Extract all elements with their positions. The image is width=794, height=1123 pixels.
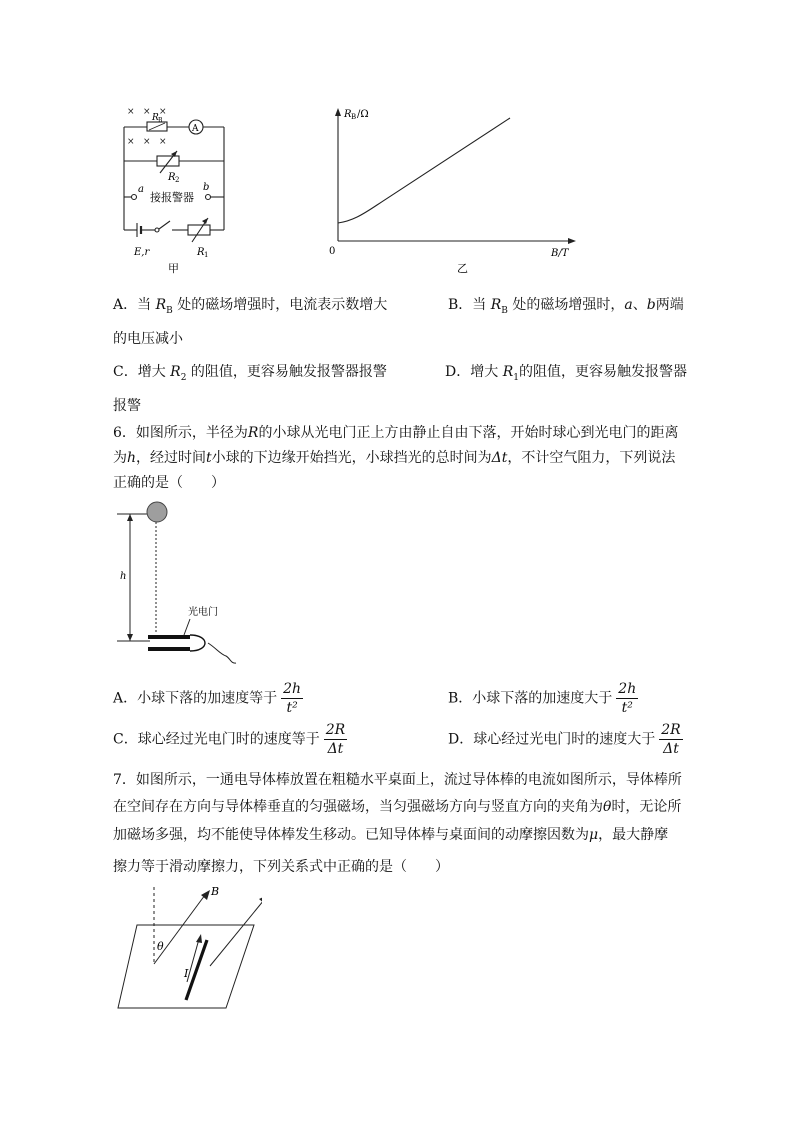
angle-label: θ [157, 940, 164, 953]
q5-option-b-wrap: 的电压减小 [113, 331, 183, 347]
current-label: I [184, 967, 189, 980]
q6-stem-line3: 正确的是（ ） [113, 475, 225, 491]
svg-text:/Ω: /Ω [357, 109, 369, 120]
svg-text:×: × [127, 107, 135, 117]
q5-option-c[interactable]: C．增大 $R_2$ 的阻值，更容易触发报警器报警 [113, 364, 387, 383]
svg-text:B: B [158, 117, 163, 124]
svg-text:1: 1 [204, 251, 209, 259]
svg-text:E,r: E,r [134, 247, 150, 258]
svg-text:×: × [143, 137, 151, 147]
q5-option-a[interactable]: A．当 $R_B$ 处的磁场增强时，电流表示数增大 [113, 297, 388, 316]
photogate-label: 光电门 [188, 607, 218, 618]
q5-option-d-wrap: 报警 [113, 398, 141, 414]
q6-stem-line2: 为h，经过时间t小球的下边缘开始挡光，小球挡光的总时间为Δt，不计空气阻力，下列说法 [113, 450, 676, 466]
field-label-B: B [211, 885, 220, 898]
figure-caption-jia: 甲 [168, 262, 179, 275]
photogate-figure [112, 498, 242, 668]
q6-option-a[interactable]: A．小球下落的加速度等于 $\frac{2h}{\text{t²}}$ [113, 681, 302, 716]
ball-icon [147, 502, 167, 522]
svg-text:a: a [138, 184, 144, 195]
q7-stem-line4: 擦力等于滑动摩擦力，下列关系式中正确的是（ ） [113, 859, 449, 875]
q7-stem-line1: 7．如图所示，一通电导体棒放置在粗糙水平桌面上，流过导体棒的电流如图所示，导体棒所 [113, 772, 682, 788]
figure-caption-yi: 乙 [457, 262, 468, 275]
circuit-figure-jia [110, 100, 240, 275]
q6-option-b[interactable]: B．小球下落的加速度大于 $\frac{2h}{\text{t²}}$ [448, 681, 637, 716]
height-label: h [120, 571, 127, 582]
alarm-label: 接报警器 [150, 191, 194, 204]
ammeter-label: A [192, 124, 199, 134]
svg-text:×: × [159, 107, 167, 117]
svg-text:R: R [152, 113, 159, 123]
svg-text:×: × [159, 137, 167, 147]
graph-ylabel: R [344, 109, 352, 120]
svg-text:R: R [168, 172, 176, 183]
svg-text:2: 2 [175, 176, 180, 184]
q5-option-d[interactable]: D．增大 $R_1$的阻值，更容易触发报警器 [445, 364, 687, 383]
graph-xlabel: B/T [551, 248, 569, 259]
q6-option-c[interactable]: C．球心经过光电门时的速度等于 $\frac{2R}{\Delta t}$ [113, 722, 346, 757]
q5-option-b[interactable]: B．当 $R_B$ 处的磁场增强时，a、b两端 [448, 297, 684, 316]
q6-stem-line1: 6．如图所示，半径为R的小球从光电门正上方由静止自由下落，开始时球心到光电门的距离 [113, 425, 679, 441]
graph-figure-yi [322, 98, 582, 278]
graph-origin: 0 [329, 246, 336, 257]
svg-text:×: × [143, 107, 151, 117]
svg-text:b: b [203, 182, 210, 193]
conductor-rod-figure [112, 882, 262, 1012]
svg-text:×: × [127, 137, 135, 147]
svg-text:R: R [197, 247, 205, 258]
svg-text:B: B [351, 113, 357, 121]
q7-stem-line3: 加磁场多强，均不能使导体棒发生移动。已知导体棒与桌面间的动摩擦因数为μ，最大静摩 [113, 827, 669, 843]
q6-option-d[interactable]: D．球心经过光电门时的速度大于 $\frac{2R}{\Delta t}$ [448, 722, 681, 757]
q7-stem-line2: 在空间存在方向与导体棒垂直的匀强磁场，当匀强磁场方向与竖直方向的夹角为θ时，无论所 [113, 799, 682, 815]
